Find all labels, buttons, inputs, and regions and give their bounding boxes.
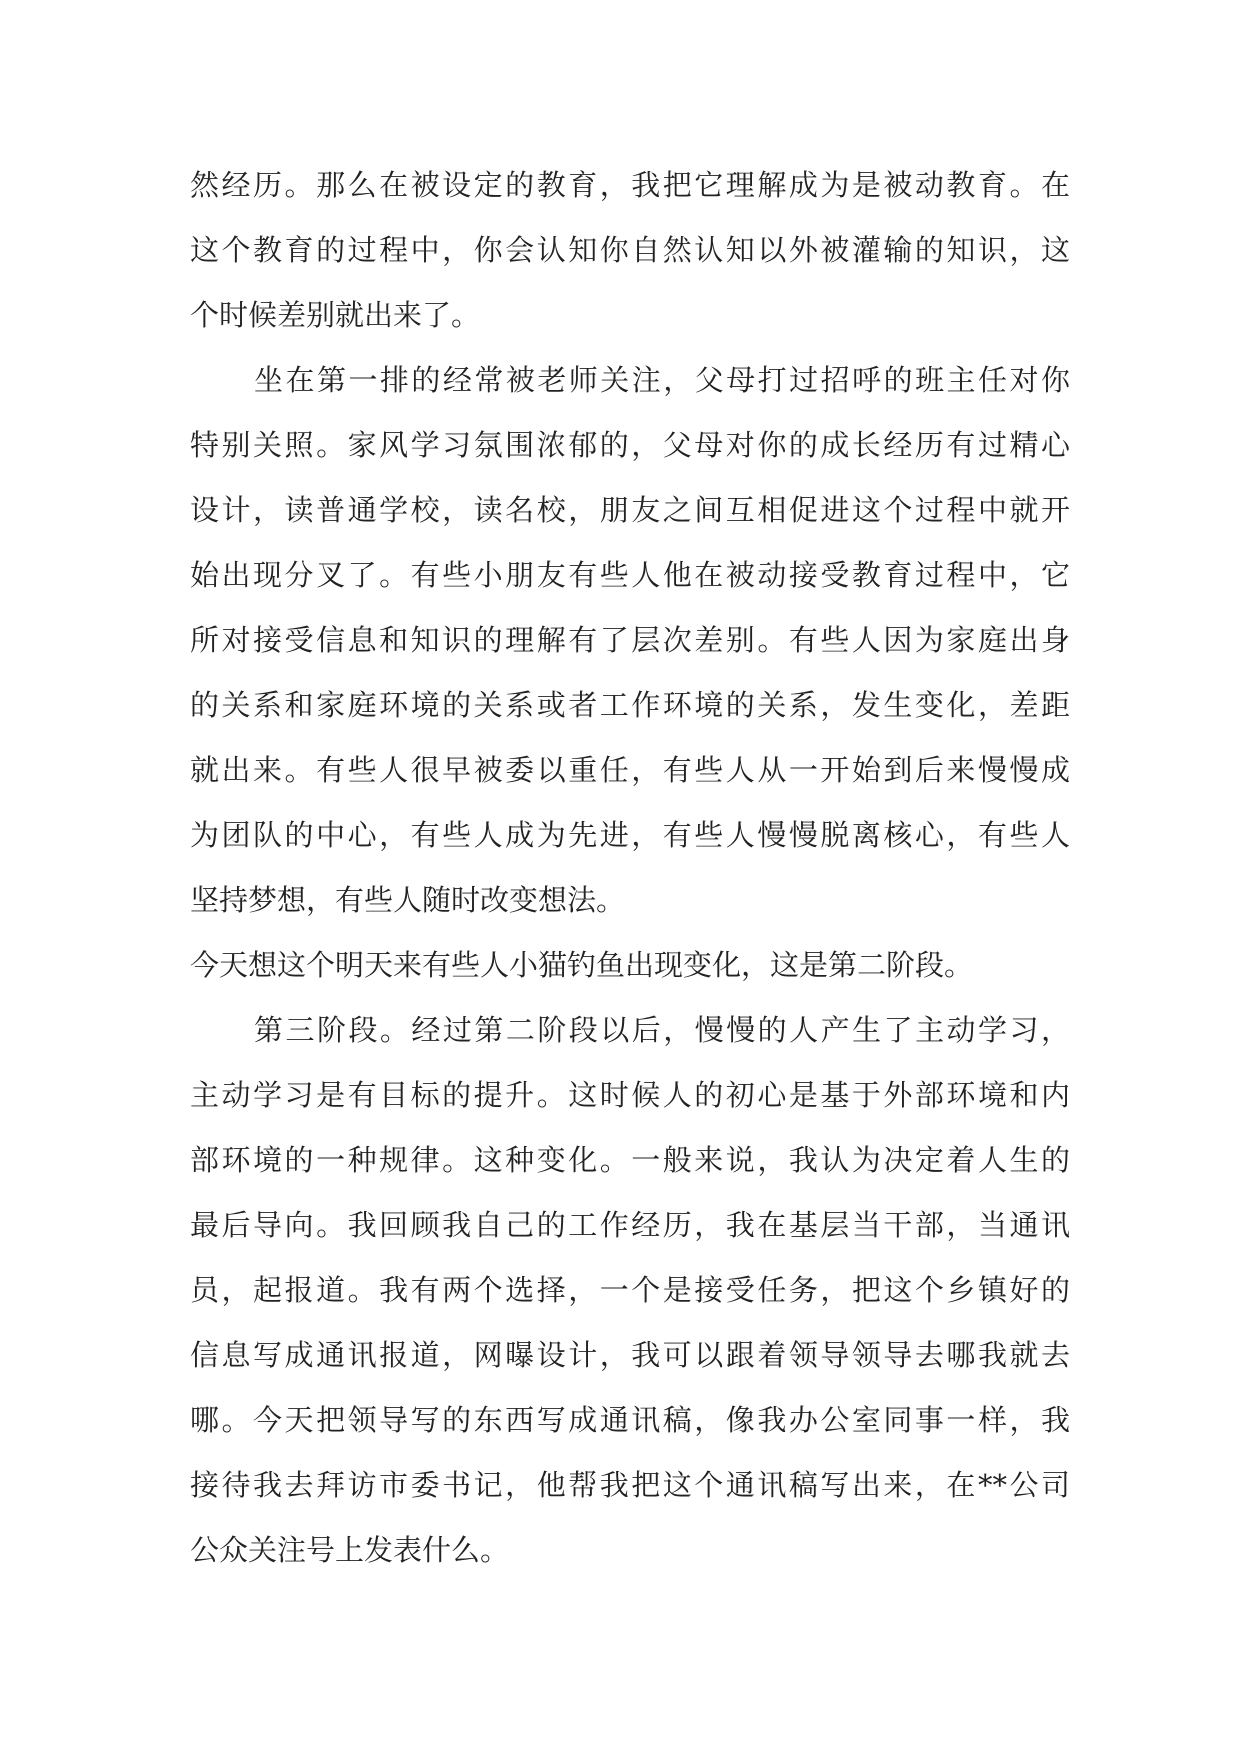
text-line: 设计，读普通学校，读名校，朋友之间互相促进这个过程中就开 (190, 493, 1070, 527)
text-line: 所对接受信息和知识的理解有了层次差别。有些人因为家庭出身 (190, 623, 1070, 657)
text-line: 就出来。有些人很早被委以重任，有些人从一开始到后来慢慢成 (190, 753, 1070, 787)
text-line: 的关系和家庭环境的关系或者工作环境的关系，发生变化，差距 (190, 688, 1070, 722)
paragraph (190, 348, 1070, 933)
text-line: 这个教育的过程中，你会认知你自然认知以外被灌输的知识，这 (190, 233, 1070, 267)
text-line: 第三阶段。经过第二阶段以后，慢慢的人产生了主动学习， (254, 1013, 1070, 1047)
text-line: 坐在第一排的经常被老师关注，父母打过招呼的班主任对你 (254, 363, 1070, 397)
paragraph (190, 153, 1070, 348)
text-line: 哪。今天把领导写的东西写成通讯稿，像我办公室同事一样，我 (190, 1403, 1070, 1437)
text-line: 部环境的一种规律。这种变化。一般来说，我认为决定着人生的 (190, 1143, 1070, 1177)
text-line: 为团队的中心，有些人成为先进，有些人慢慢脱离核心，有些人 (190, 818, 1070, 852)
document-body (190, 153, 1070, 1583)
text-line: 最后导向。我回顾我自己的工作经历，我在基层当干部，当通讯 (190, 1208, 1070, 1242)
text-line: 员，起报道。我有两个选择，一个是接受任务，把这个乡镇好的 (190, 1273, 1070, 1307)
text-line: 公众关注号上发表什么。 (190, 1533, 510, 1567)
text-line: 特别关照。家风学习氛围浓郁的，父母对你的成长经历有过精心 (190, 428, 1070, 462)
text-line: 接待我去拜访市委书记，他帮我把这个通讯稿写出来，在**公司 (190, 1468, 1070, 1502)
text-line: 个时候差别就出来了。 (190, 298, 481, 332)
text-line: 信息写成通讯报道，网曝设计，我可以跟着领导领导去哪我就去 (190, 1338, 1070, 1372)
text-line: 坚持梦想，有些人随时改变想法。 (190, 883, 626, 917)
paragraph (190, 998, 1070, 1583)
text-line: 始出现分叉了。有些小朋友有些人他在被动接受教育过程中，它 (190, 558, 1070, 592)
paragraph (190, 933, 1070, 998)
text-line: 今天想这个明天来有些人小猫钓鱼出现变化，这是第二阶段。 (190, 948, 974, 982)
text-line: 主动学习是有目标的提升。这时候人的初心是基于外部环境和内 (190, 1078, 1070, 1112)
text-line: 然经历。那么在被设定的教育，我把它理解成为是被动教育。在 (190, 168, 1070, 202)
